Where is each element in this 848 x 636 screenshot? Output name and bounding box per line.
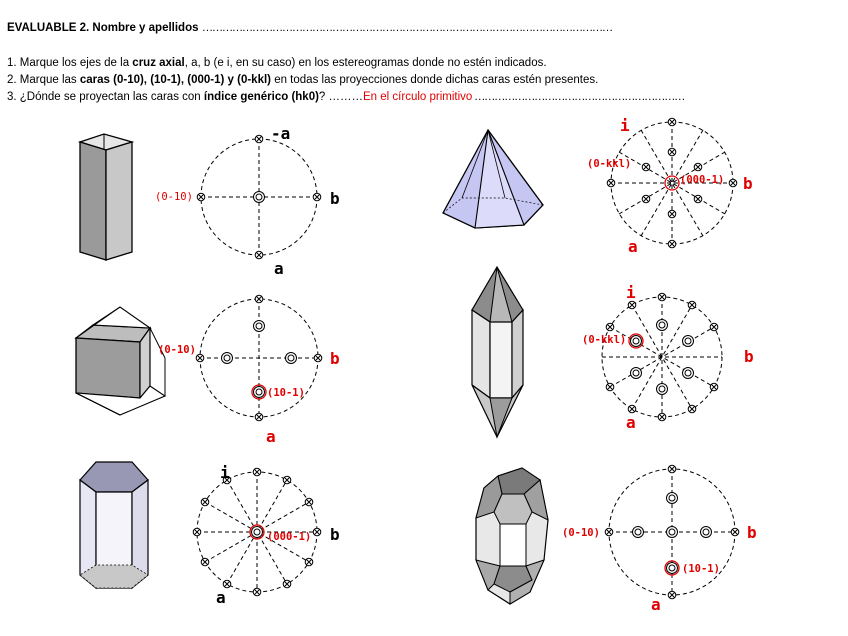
- axis-label-neg-a: -a: [271, 124, 291, 143]
- face-label-000-1: (000-1): [267, 531, 312, 543]
- face-label-0-10: (0-10): [155, 191, 193, 203]
- face-label-000-1: (000-1): [680, 174, 725, 186]
- axis-label-b: b: [747, 523, 757, 542]
- crystal-square-prism: [80, 134, 132, 260]
- face-label-0-kkl: (0-kkl): [582, 334, 627, 346]
- face-label-0-kkl: (0-kkl): [587, 158, 632, 170]
- q3-answer: En el círculo primitivo: [363, 91, 473, 103]
- axis-label-a: a: [651, 595, 661, 614]
- crystal-cube-bipyramid: [76, 307, 165, 415]
- q1-text: 1. Marque los ejes de la: [7, 57, 133, 69]
- axis-label-a: a: [628, 237, 638, 256]
- q1-bold: cruz axial: [132, 57, 185, 69]
- q3-bold: índice genérico (hk0): [203, 91, 319, 103]
- axis-label-b: b: [330, 349, 340, 368]
- q2-bold-faces: (0-10), (10-1), (000-1) y (0-kkl): [109, 74, 271, 86]
- axis-label-a: a: [274, 259, 284, 278]
- q3-fill: ………………………………………………………: [472, 91, 685, 103]
- axis-label-b: b: [743, 174, 753, 193]
- stereogram-4: [582, 283, 754, 432]
- axis-label-i: i: [620, 116, 630, 135]
- stereogram-3: [158, 295, 340, 446]
- face-label-0-10: (0-10): [562, 527, 600, 539]
- axis-label-b: b: [330, 189, 340, 208]
- crystal-complex: [476, 468, 548, 604]
- stereogram-1: [155, 124, 340, 278]
- q2-bold-caras: caras: [79, 74, 110, 86]
- stereogram-6: [562, 465, 757, 614]
- q2-text-end: en todas las proyecciones donde dichas caras estén presentes.: [271, 74, 599, 86]
- crystal-hex-bipyramid-prism: [472, 267, 523, 437]
- q1-text-end: , a, b (e i, en su caso) en los estereogramas donde no estén indicados.: [184, 57, 547, 69]
- face-label-10-1: (10-1): [682, 563, 720, 575]
- axis-label-b: b: [330, 525, 340, 544]
- q3-text: 3. ¿Dónde se proyectan las caras con: [7, 91, 204, 103]
- stereogram-5: [193, 463, 339, 607]
- axis-label-a: a: [266, 427, 276, 446]
- crystal-hex-prism: [80, 462, 148, 588]
- axis-label-b: b: [744, 347, 754, 366]
- title-blank: ……………………………………………………………………………………………………………: [201, 22, 612, 34]
- q2-text: 2. Marque las: [7, 74, 80, 86]
- stereogram-2: [587, 116, 753, 256]
- axis-label-i: i: [220, 463, 230, 482]
- axis-label-i: i: [626, 283, 636, 302]
- axis-label-a: a: [626, 413, 636, 432]
- q3-dots: ? ………: [318, 91, 364, 103]
- axis-label-a: a: [216, 588, 226, 607]
- face-label-10-1: (10-1): [267, 387, 305, 399]
- crystal-hex-pyramid: [443, 130, 543, 228]
- title-text: EVALUABLE 2. Nombre y apellidos: [7, 22, 199, 34]
- face-label-0-10: (0-10): [158, 344, 196, 356]
